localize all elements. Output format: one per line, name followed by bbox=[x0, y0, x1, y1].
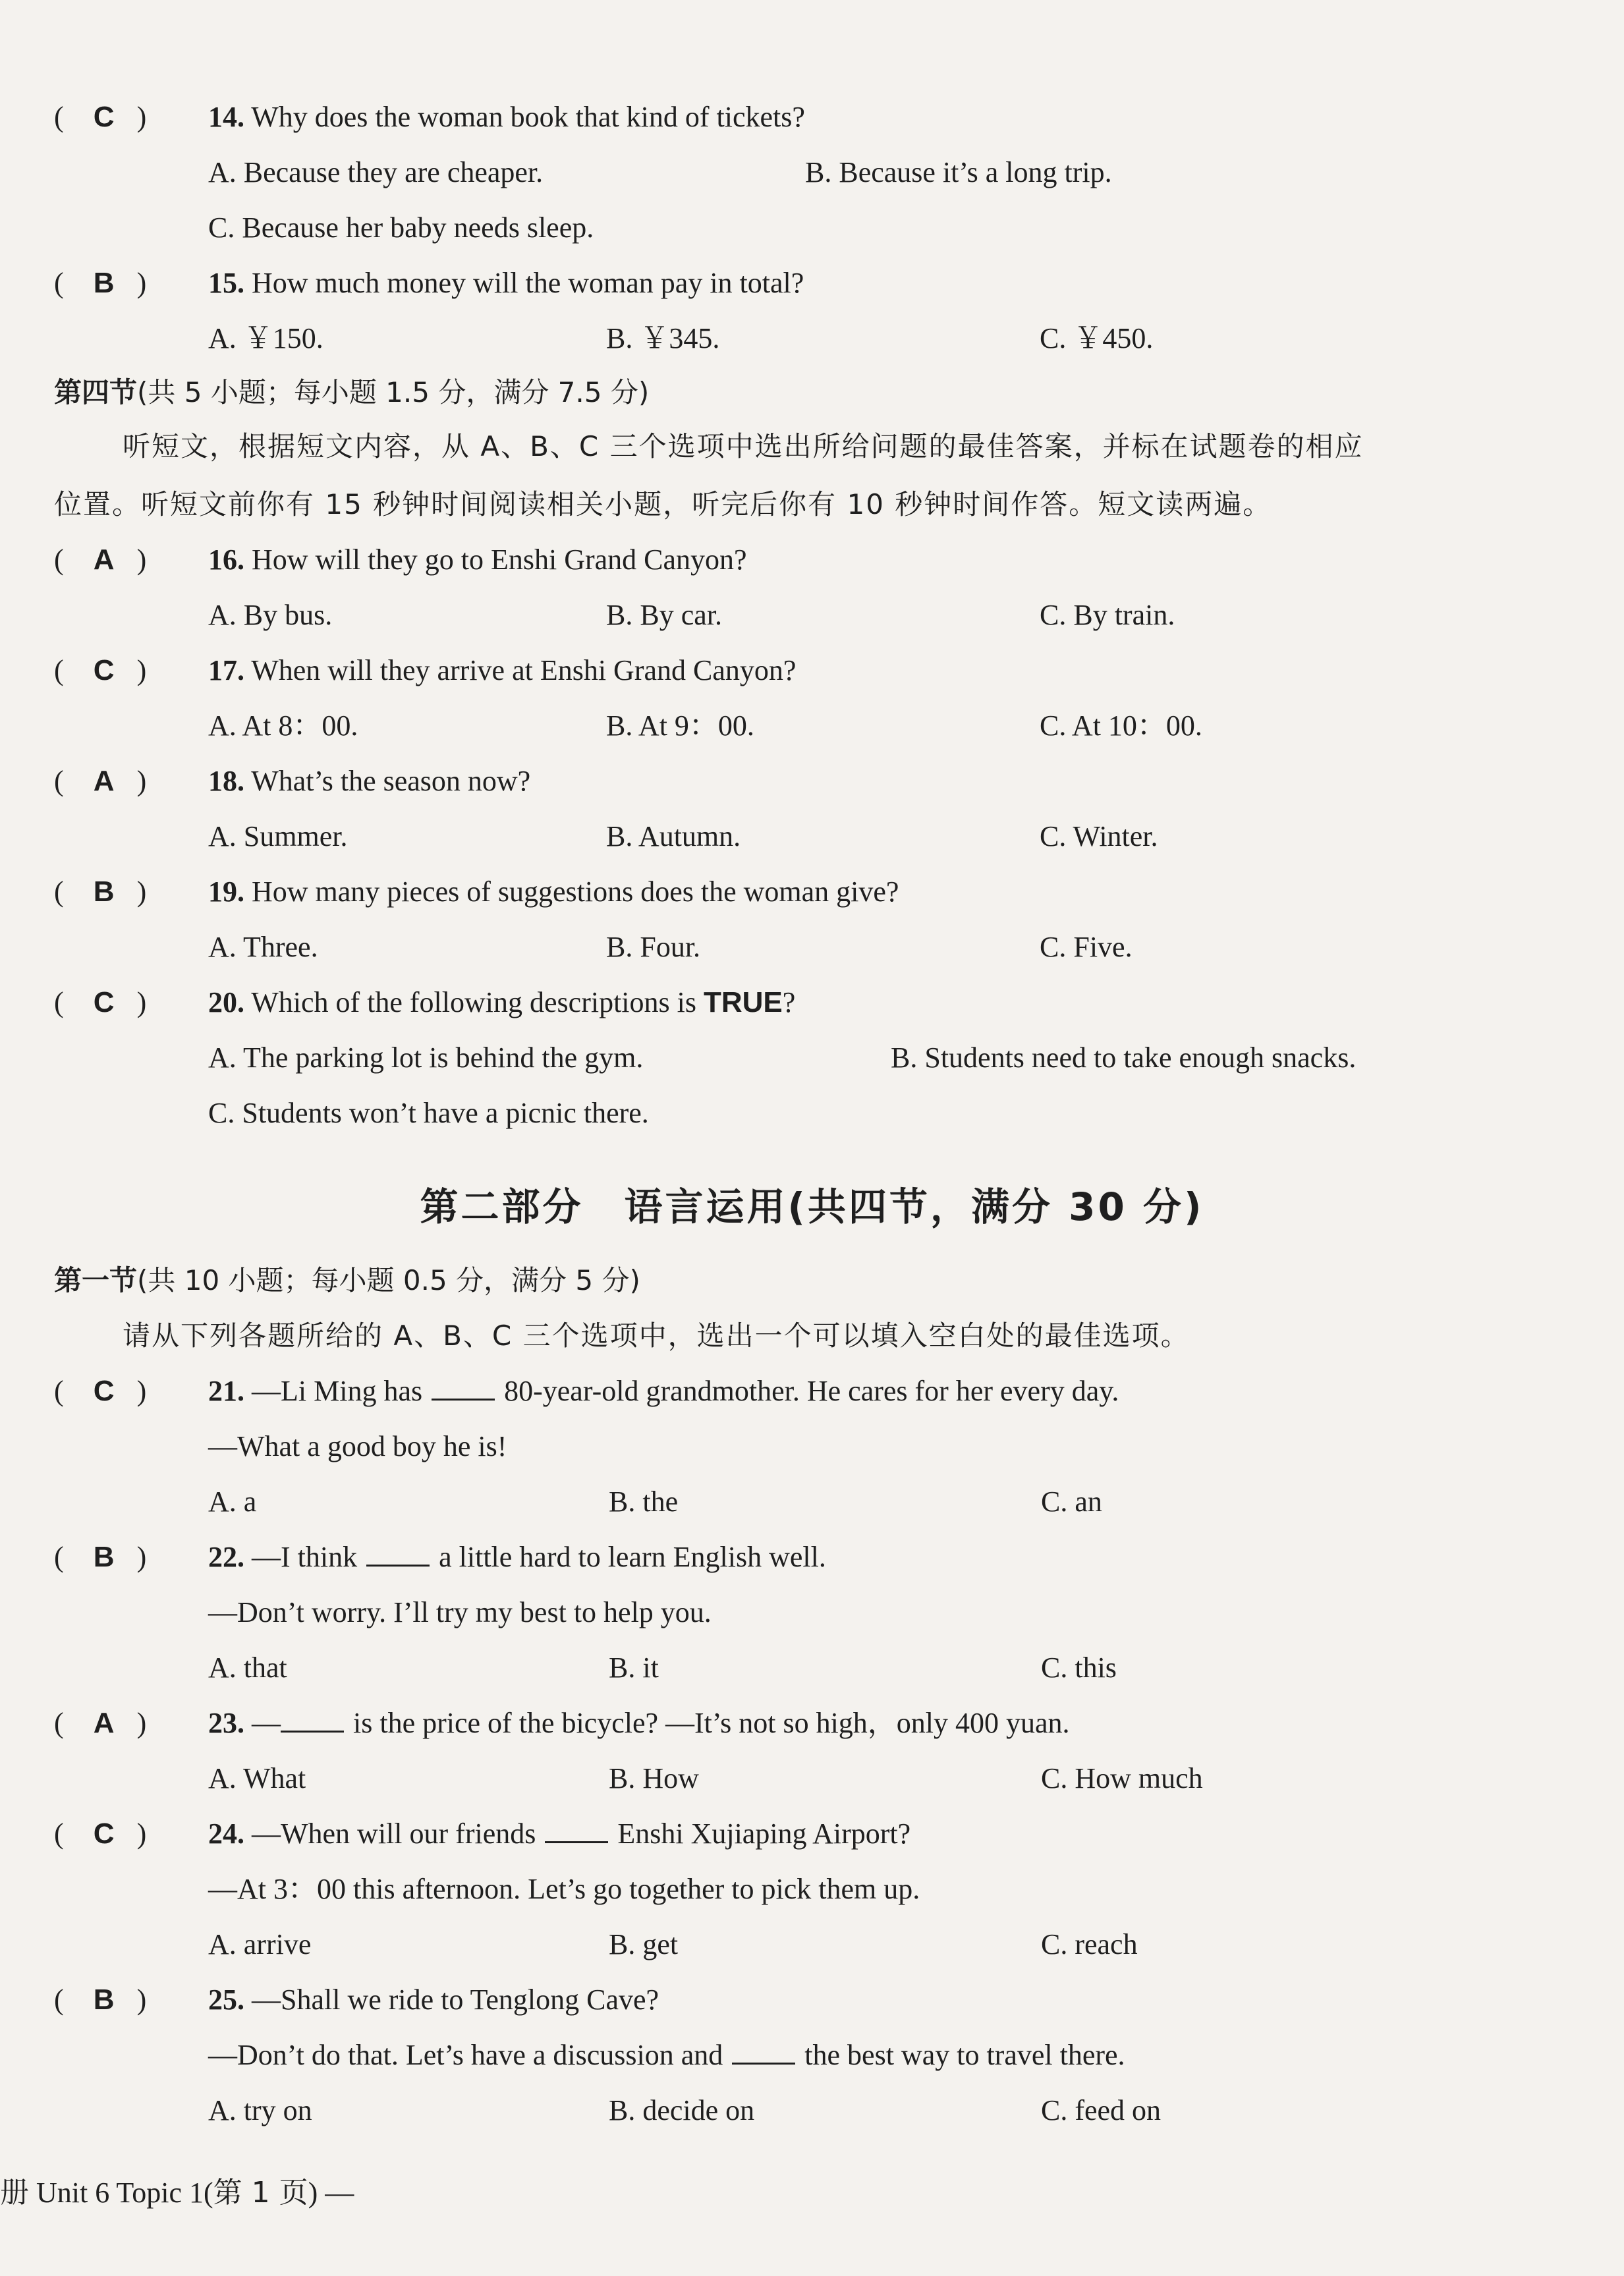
q22-option-a: A. that bbox=[208, 1651, 287, 1684]
q23-option-b: B. How bbox=[609, 1762, 699, 1794]
question-23-text-pre: — bbox=[252, 1707, 281, 1739]
qnum-14: 14. bbox=[208, 101, 244, 133]
qnum-18: 18. bbox=[208, 765, 244, 797]
question-20-text: Which of the following descriptions is bbox=[251, 986, 704, 1018]
fill-blank bbox=[545, 1818, 608, 1843]
q25-option-c: C. feed on bbox=[1041, 2094, 1162, 2126]
question-25-line-2-post: the best way to travel there. bbox=[804, 2039, 1125, 2071]
footer-page-number: 第 1 页 bbox=[213, 2176, 308, 2209]
question-18-text: What’s the season now? bbox=[251, 765, 531, 797]
question-14: ( C ) 14. Why does the woman book that kind of tickets? bbox=[54, 99, 805, 136]
qnum-21: 21. bbox=[208, 1375, 244, 1407]
qnum-16: 16. bbox=[208, 543, 244, 576]
q24-option-b: B. get bbox=[609, 1928, 679, 1960]
q24-option-c: C. reach bbox=[1041, 1928, 1138, 1960]
q14-option-b: B. Because it’s a long trip. bbox=[805, 156, 1112, 188]
q17-option-c: C. At 10：00. bbox=[1040, 709, 1202, 742]
question-24-text-pre: —When will our friends bbox=[252, 1818, 536, 1850]
q23-option-c: C. How much bbox=[1041, 1762, 1203, 1794]
answer-21: C bbox=[93, 1375, 115, 1407]
question-20-end: ? bbox=[782, 986, 796, 1018]
question-21-text-post: 80-year-old grandmother. He cares for her every day. bbox=[504, 1375, 1119, 1407]
q19-option-b: B. Four. bbox=[606, 931, 701, 963]
q16-option-c: C. By train. bbox=[1040, 599, 1175, 631]
answer-17: C bbox=[93, 654, 115, 686]
qnum-19: 19. bbox=[208, 875, 244, 908]
question-23: ( A ) 23. — is the price of the bicycle? —It’s not so high，only 400 yuan. bbox=[54, 1705, 1070, 1742]
q17-option-b: B. At 9：00. bbox=[606, 709, 754, 742]
q17-option-a: A. At 8：00. bbox=[208, 709, 358, 742]
part-2-title: 第二部分 语言运用(共四节，满分 30 分) bbox=[420, 1184, 1204, 1229]
q14-option-a: A. Because they are cheaper. bbox=[208, 156, 544, 188]
q18-option-b: B. Autumn. bbox=[606, 820, 741, 852]
q18-option-c: C. Winter. bbox=[1040, 820, 1158, 852]
question-22-line-2: —Don’t worry. I’ll try my best to help you. bbox=[208, 1596, 712, 1628]
question-14-text: Why does the woman book that kind of tickets? bbox=[251, 101, 805, 133]
q21-option-b: B. the bbox=[609, 1485, 679, 1518]
fill-blank bbox=[366, 1541, 430, 1567]
q24-option-a: A. arrive bbox=[208, 1928, 312, 1960]
q15-option-a: A. ￥150. bbox=[208, 322, 323, 354]
answer-14: C bbox=[93, 101, 115, 133]
question-22-text-pre: —I think bbox=[252, 1541, 358, 1573]
q20-option-c: C. Students won’t have a picnic there. bbox=[208, 1097, 649, 1129]
question-15: ( B ) 15. How much money will the woman pay in total? bbox=[54, 265, 804, 302]
question-21-text-pre: —Li Ming has bbox=[252, 1375, 423, 1407]
qnum-17: 17. bbox=[208, 654, 244, 686]
question-24: ( C ) 24. —When will our friends Enshi Xujiaping Airport? bbox=[54, 1816, 910, 1852]
page-footer bbox=[0, 2169, 354, 2211]
answer-22: B bbox=[93, 1541, 115, 1573]
fill-blank bbox=[281, 1707, 344, 1733]
footer-volume: 册 bbox=[0, 2176, 29, 2209]
q19-option-a: A. Three. bbox=[208, 931, 318, 963]
question-23-text-post: is the price of the bicycle? —It’s not so high，only 400 yuan. bbox=[353, 1707, 1070, 1739]
q25-option-b: B. decide on bbox=[609, 2094, 755, 2126]
qnum-15: 15. bbox=[208, 267, 244, 299]
footer-end: ) — bbox=[308, 2177, 354, 2209]
question-22-text-post: a little hard to learn English well. bbox=[439, 1541, 826, 1573]
question-19-text: How many pieces of suggestions does the woman give? bbox=[252, 875, 899, 908]
answer-20: C bbox=[93, 986, 115, 1018]
q25-option-a: A. try on bbox=[208, 2094, 312, 2126]
fill-blank bbox=[732, 2039, 795, 2065]
section-4-heading bbox=[54, 374, 649, 411]
section-4-instruction-1: 听短文，根据短文内容，从 A、B、C 三个选项中选出所给问题的最佳答案，并标在试题卷的相应 bbox=[123, 430, 1364, 462]
section-4-instruction-2: 位置。听短文前你有 15 秒钟时间阅读相关小题，听完后你有 10 秒钟时间作答。短文读两遍。 bbox=[54, 488, 1272, 520]
footer-unit: Unit 6 Topic 1( bbox=[29, 2177, 213, 2209]
q19-option-c: C. Five. bbox=[1040, 931, 1133, 963]
answer-24: C bbox=[93, 1818, 115, 1850]
question-15-text: How much money will the woman pay in total? bbox=[252, 267, 804, 299]
answer-19: B bbox=[93, 875, 115, 908]
q16-option-a: A. By bus. bbox=[208, 599, 333, 631]
qnum-23: 23. bbox=[208, 1707, 244, 1739]
q21-option-c: C. an bbox=[1041, 1485, 1102, 1518]
question-16-text: How will they go to Enshi Grand Canyon? bbox=[252, 543, 747, 576]
question-16: ( A ) 16. How will they go to Enshi Grand Canyon? bbox=[54, 541, 747, 578]
qnum-22: 22. bbox=[208, 1541, 244, 1573]
question-25-line-2 bbox=[208, 2037, 1125, 2074]
q15-option-c: C. ￥450. bbox=[1040, 322, 1154, 354]
q14-option-c: C. Because her baby needs sleep. bbox=[208, 211, 594, 244]
question-25-line-2-pre: —Don’t do that. Let’s have a discussion and bbox=[208, 2039, 723, 2071]
section-1-title: 第一节 bbox=[54, 1264, 138, 1296]
question-22: ( B ) 22. —I think a little hard to learn English well. bbox=[54, 1539, 826, 1576]
question-24-text-post: Enshi Xujiaping Airport? bbox=[617, 1818, 911, 1850]
section-4-title: 第四节 bbox=[54, 376, 138, 408]
question-20: ( C ) 20. Which of the following descriptions is TRUE? bbox=[54, 984, 795, 1021]
q22-option-b: B. it bbox=[609, 1651, 659, 1684]
answer-18: A bbox=[93, 765, 115, 797]
question-17: ( C ) 17. When will they arrive at Enshi Grand Canyon? bbox=[54, 652, 796, 689]
q15-option-b: B. ￥345. bbox=[606, 322, 720, 354]
answer-16: A bbox=[93, 543, 115, 576]
question-19: ( B ) 19. How many pieces of suggestions does the woman give? bbox=[54, 874, 899, 910]
q23-option-a: A. What bbox=[208, 1762, 306, 1794]
answer-15: B bbox=[93, 267, 115, 299]
fill-blank bbox=[432, 1375, 495, 1401]
q16-option-b: B. By car. bbox=[606, 599, 722, 631]
answer-23: A bbox=[93, 1707, 115, 1739]
question-20-bold: TRUE bbox=[704, 986, 783, 1018]
section-1-instruction: 请从下列各题所给的 A、B、C 三个选项中，选出一个可以填入空白处的最佳选项。 bbox=[123, 1319, 1190, 1352]
question-25-text: —Shall we ride to Tenglong Cave? bbox=[252, 1984, 659, 2016]
qnum-24: 24. bbox=[208, 1818, 244, 1850]
q20-option-b: B. Students need to take enough snacks. bbox=[891, 1041, 1357, 1074]
section-1-detail: (共 10 小题；每小题 0.5 分，满分 5 分) bbox=[137, 1264, 640, 1296]
q21-option-a: A. a bbox=[208, 1485, 257, 1518]
question-21-line-2: —What a good boy he is! bbox=[208, 1430, 507, 1462]
answer-25: B bbox=[93, 1984, 115, 2016]
q22-option-c: C. this bbox=[1041, 1651, 1117, 1684]
qnum-25: 25. bbox=[208, 1984, 244, 2016]
qnum-20: 20. bbox=[208, 986, 244, 1018]
question-25: ( B ) 25. —Shall we ride to Tenglong Cave? bbox=[54, 1982, 659, 2018]
question-17-text: When will they arrive at Enshi Grand Canyon? bbox=[251, 654, 797, 686]
section-1-heading bbox=[54, 1262, 640, 1299]
q18-option-a: A. Summer. bbox=[208, 820, 348, 852]
q20-option-a: A. The parking lot is behind the gym. bbox=[208, 1041, 644, 1074]
question-24-line-2: —At 3：00 this afternoon. Let’s go together to pick them up. bbox=[208, 1873, 920, 1905]
question-21: ( C ) 21. —Li Ming has 80-year-old grandmother. He cares for her every day. bbox=[54, 1373, 1119, 1410]
section-4-detail: (共 5 小题；每小题 1.5 分，满分 7.5 分) bbox=[137, 376, 650, 408]
question-18: ( A ) 18. What’s the season now? bbox=[54, 763, 530, 800]
